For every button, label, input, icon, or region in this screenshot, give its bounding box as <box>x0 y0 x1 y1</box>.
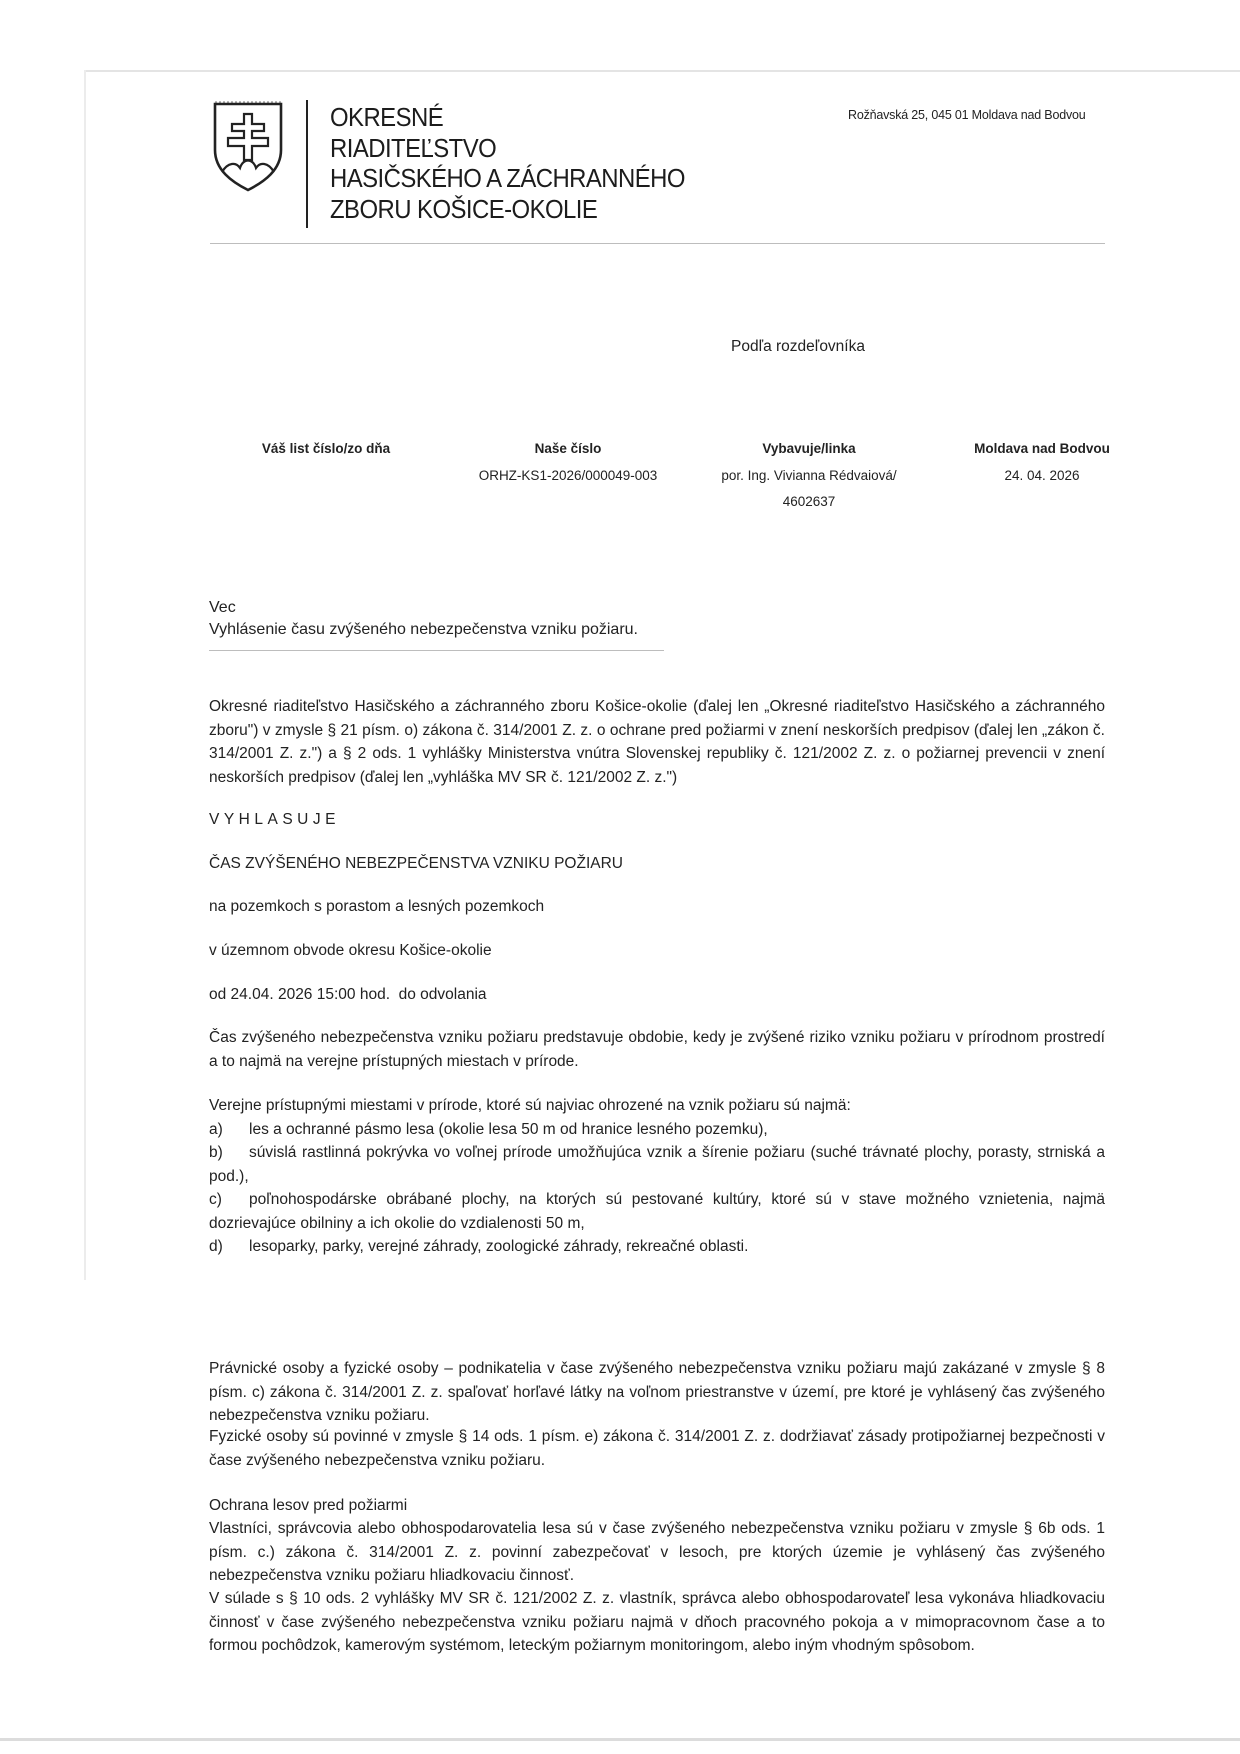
ref-header-handled-by: Vybavuje/linka <box>762 441 856 456</box>
subject-label: Vec <box>209 599 236 616</box>
forest-patrol-paragraph: V súlade s § 10 ods. 2 vyhlášky MV SR č. 121/2002 Z. z. vlastník, správca alebo obhospodarovateľ lesa vykonáva hliadkovaciu činnosť v čase zvýšeného nebezpečenstva vzniku požiaru najmä v dňoch pracovného pokoja a v mimopracovnom čase a to formou pochôdzok, kamerovým systémom, leteckým požiarnym monitoringom, alebo iným vhodným spôsobom. <box>209 1590 1105 1654</box>
org-line: ZBORU KOŠICE-OKOLIE <box>330 193 598 224</box>
org-line: OKRESNÉ <box>330 102 444 132</box>
forest-heading: Ochrana lesov pred požiarmi <box>209 1497 408 1514</box>
ref-header-our-number: Naše číslo <box>534 441 602 456</box>
list-item-label: b) <box>209 1144 223 1161</box>
subject-text: Vyhlásenie času zvýšeného nebezpečenstva vzniku požiaru. <box>209 621 638 638</box>
slovak-coat-of-arms-icon <box>212 100 284 192</box>
sheet-edge-top <box>85 70 1240 72</box>
natural-persons-paragraph: Fyzické osoby sú povinné v zmysle § 14 ods. 1 písm. e) zákona č. 314/2001 Z. z. dodržiavať zásady protipožiarnej bezpečnosti v čase zvýšeného nebezpečenstva vzniku požiaru. <box>209 1428 1105 1469</box>
declaration-title: ČAS ZVÝŠENÉHO NEBEZPEČENSTVA VZNIKU POŽIARU <box>209 855 623 872</box>
ref-header-place: Moldava nad Bodvou <box>974 441 1110 456</box>
list-item-text: les a ochranné pásmo lesa (okolie lesa 50 m od hranice lesného pozemku), <box>249 1120 768 1138</box>
list-item-text: poľnohospodárske obrábané plochy, na ktorých sú pestované kultúry, ktoré sú v stave možného vznietenia, najmä dozrievajúce obilniny a ich okolie do vzdialenosti 50 m, <box>209 1191 1105 1232</box>
list-item-text: lesoparky, parky, verejné záhrady, zoologické záhrady, rekreačné oblasti. <box>249 1238 749 1255</box>
forest-owners-paragraph: Vlastníci, správcovia alebo obhospodarovatelia lesa sú v čase zvýšeného nebezpečenstva vzniku požiaru v zmysle § 6b ods. 1 písm. c.) zákona č. 314/2001 Z. z. povinní zabezpečovať v lesoch, pre ktorých územie je vyhlásený čas zvýšeného nebezpečenstva vzniku požiaru hliadkovaciu činnosť. <box>209 1520 1105 1584</box>
letterhead-divider <box>306 100 308 228</box>
organization-name <box>330 102 685 224</box>
list-item-label: d) <box>209 1238 223 1255</box>
ref-handled-by-value: por. Ing. Vivianna Rédvaiová/ <box>721 468 897 483</box>
ref-date-value: 24. 04. 2026 <box>1004 468 1080 483</box>
list-item <box>209 1118 1105 1142</box>
list-item-label: a) <box>209 1120 223 1138</box>
list-item-text: súvislá rastlinná pokrývka vo voľnej prírode umožňujúca vznik a šírenie požiaru (suché trávnaté plochy, porasty, strniská a pod.), <box>209 1144 1105 1185</box>
places-intro: Verejne prístupnými miestami v prírode, ktoré sú najviac ohrozené na vznik požiaru sú najmä: <box>209 1097 851 1114</box>
sheet-edge-left <box>84 70 86 1280</box>
declaration-scope: na pozemkoch s porastom a lesných pozemkoch <box>209 898 545 915</box>
ref-header-your-letter: Váš list číslo/zo dňa <box>261 441 391 456</box>
sheet-edge-bottom <box>0 1738 1240 1741</box>
places-list <box>209 1094 1105 1259</box>
declaration-territory: v územnom obvode okresu Košice-okolie <box>209 942 492 959</box>
recipient: Podľa rozdeľovníka <box>731 338 865 355</box>
org-line: HASIČSKÉHO A ZÁCHRANNÉHO <box>330 163 685 193</box>
org-line: RIADITEĽSTVO <box>330 132 497 163</box>
ref-phone-value: 4602637 <box>782 494 836 509</box>
list-item <box>209 1188 1105 1235</box>
definition-paragraph: Čas zvýšeného nebezpečenstva vzniku požiaru predstavuje obdobie, kedy je zvýšené riziko vzniku požiaru v prírodnom prostredí a to najmä na verejne prístupných miestach v prírode. <box>209 1029 1105 1070</box>
list-item <box>209 1235 1105 1259</box>
list-item <box>209 1141 1105 1188</box>
subject-underline <box>209 650 664 651</box>
organization-address: Rožňavská 25, 045 01 Moldava nad Bodvou <box>848 108 1086 122</box>
letterhead-rule <box>210 243 1105 244</box>
declaration-validity: od 24.04. 2026 15:00 hod. do odvolania <box>209 986 487 1003</box>
ref-our-number-value: ORHZ-KS1-2026/000049-003 <box>478 468 658 483</box>
declares-heading: VYHLASUJE <box>209 811 340 828</box>
list-item-label: c) <box>209 1191 222 1208</box>
intro-paragraph: Okresné riaditeľstvo Hasičského a záchranného zboru Košice-okolie (ďalej len „Okresné riaditeľstvo Hasičského a záchranného zboru") v zmysle § 21 písm. o) zákona č. 314/2001 Z. z. o ochrane pred požiarmi v znení neskorších predpisov (ďalej len „zákon č. 314/2001 Z. z.") a § 2 ods. 1 vyhlášky Ministerstva vnútra Slovenskej republiky č. 121/2002 Z. z. o požiarnej prevencii v znení neskorších predpisov (ďalej len „vyhláška MV SR č. 121/2002 Z. z.") <box>209 698 1105 786</box>
legal-persons-paragraph: Právnické osoby a fyzické osoby – podnikatelia v čase zvýšeného nebezpečenstva vzniku požiaru majú zakázané v zmysle § 8 písm. c) zákona č. 314/2001 Z. z. spaľovať horľavé látky na voľnom priestranstve v území, pre ktoré je vyhlásený čas zvýšeného nebezpečenstva vzniku požiaru. <box>209 1360 1105 1424</box>
